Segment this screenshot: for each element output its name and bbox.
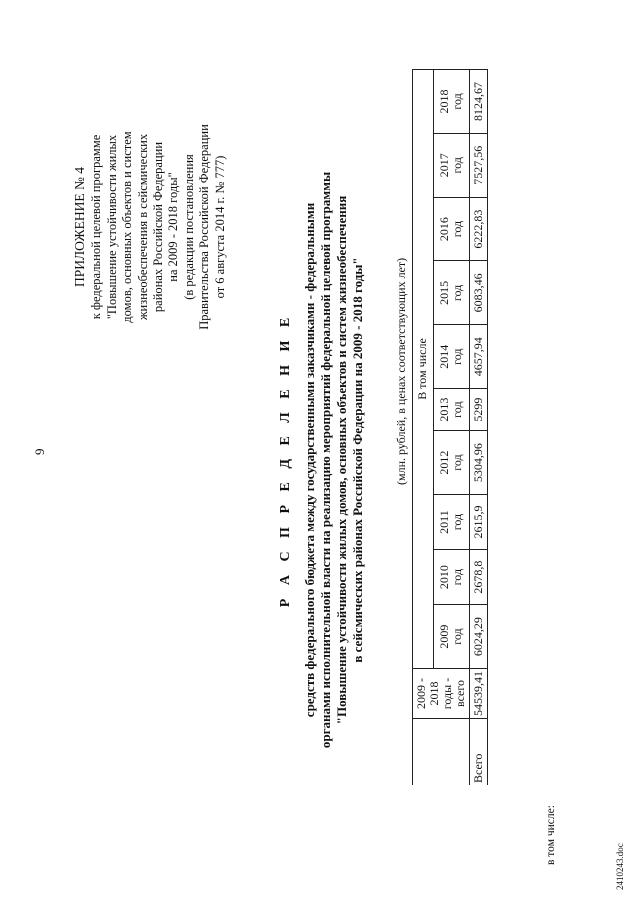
year-header [433,605,469,669]
year-header [433,325,469,389]
year-header [433,494,469,549]
year-unit: год [450,348,465,365]
appendix-line: Правительства Российской Федерации [197,124,212,330]
year-header [433,389,469,431]
appendix-block [72,27,228,427]
appendix-line: от 6 августа 2014 г. № 777) [212,155,227,299]
table-row [470,70,488,786]
table-header-row [413,70,434,786]
year-header [433,133,469,197]
year-label: 2011 [437,510,452,534]
year-label: 2016 [437,217,452,242]
year-unit: год [450,513,465,531]
year-header [433,197,469,261]
units-note: (млн. рублей, в ценах соответствующих лет) [394,257,408,485]
appendix-line: домов, основных объектов и систем [120,131,135,323]
heading-title: Р А С П Р Е Д Е Л Е Н И Е [278,312,293,608]
year-header [433,70,469,134]
total-header-line: годы - [440,677,454,710]
year-header [433,261,469,325]
year-label: 2010 [437,565,452,590]
year-label: 2014 [437,344,452,369]
row-label-header [413,719,470,786]
heading-line: в сейсмических районах Российской Федерации на 2009 - 2018 годы" [350,257,365,663]
total-header-line: 2018 [427,681,441,706]
year-unit: год [450,284,465,302]
year-value: 5304,96 [470,431,488,495]
total-value: 54539,41 [470,669,488,719]
total-header-line: 2009 - [414,678,428,709]
year-value: 2678,8 [470,550,488,605]
year-unit: год [450,628,465,645]
year-unit: год [450,401,465,418]
page-number: 9 [32,448,47,455]
year-label: 2012 [437,450,452,475]
year-value: 5299 [470,389,488,431]
year-value: 8124,67 [470,70,488,134]
including-note: в том числе: [545,805,557,865]
heading-line: органами исполнительной власти на реализацию мероприятий федеральной целевой программы [318,171,333,749]
year-value: 6222,83 [470,197,488,261]
year-unit: год [450,220,465,238]
year-value: 6024,29 [470,605,488,669]
year-header [433,550,469,605]
heading-line: "Повышение устойчивости жилых домов, основных объектов и систем жизнеобеспечения [334,195,349,725]
year-label: 2015 [437,280,452,305]
year-unit: год [450,93,465,110]
year-value: 2615,9 [470,494,488,549]
total-header-line: всего [453,679,467,708]
year-unit: год [450,157,465,174]
row-label: Всего [470,719,488,786]
appendix-line: районах Российской Федерации [151,141,166,313]
distribution-table [412,69,488,785]
appendix-line: (в редакции постановления [181,154,196,300]
year-label: 2018 [437,89,452,114]
document-heading [278,165,366,755]
year-value: 6083,46 [470,261,488,325]
file-footer: 2410243.doc [615,843,625,890]
appendix-line: "Повышение устойчивости жилых [104,134,119,320]
year-value: 4657,94 [470,325,488,389]
appendix-title: ПРИЛОЖЕНИЕ № 4 [72,166,87,288]
total-header [413,669,470,719]
year-unit: год [450,454,465,471]
appendix-line: к федеральной целевой программе [89,134,104,320]
year-value: 7527,56 [470,133,488,197]
year-label: 2013 [437,397,452,422]
appendix-line: жизнеобеспечения в сейсмических [135,133,150,321]
year-label: 2009 [437,624,452,649]
year-label: 2017 [437,153,452,178]
year-header [433,431,469,495]
year-unit: год [450,568,465,586]
heading-line: средств федерального бюджета между государственными заказчиками - федеральными [302,202,317,718]
including-header: В том числе [413,70,434,669]
appendix-line: на 2009 - 2018 годы" [166,172,181,282]
